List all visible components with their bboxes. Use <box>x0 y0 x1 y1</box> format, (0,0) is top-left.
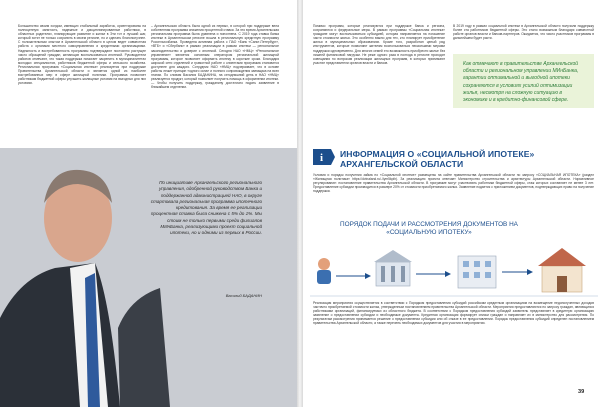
info-icon <box>312 147 336 167</box>
callout-text: Как отмечают в правительстве Архангельской области и региональном управлении МИнБанка, гарантии оптимальной и выгодной ипотеки сохраняются в условиях усилий оптимизации жилья, несмотря на сложную ситуацию в экономике и в кредитно-финансовой сфере. <box>463 61 579 104</box>
info-title: ИНФОРМАЦИЯ О «СОЦИАЛЬНОЙ ИПОТЕКЕ» АРХАНГЕЛЬСКОЙ ОБЛАСТИ <box>340 149 535 169</box>
right-page-column-1: Помимо программ, которые реализуются при поддержке банка и региона, сохраняются и федеральные меры. В рамках программы «Социальная ипотека» граждане могут воспользоваться субсидией, которая направляется на погашение части стоимости жилья. Это особенно важно для тех, кто планирует приобретение жилья в муниципальных образованиях. Кроме того, разработан целый ряд инструментов, которые позволяют жителям воспользоваться несколькими мерами поддержки одновременно. Для многих семей это возможность приобрести жилье без лишней финансовой нагрузки. Не реже одного раза в полгода в регионе проходят совещания по вопросам реализации жилищных программ, в которых принимают участие представители органов власти и банков. <box>313 24 445 65</box>
flow-step-citizen-icon <box>317 258 331 284</box>
right-page-column-2: В 2019 году в рамках социальной ипотеки в Архангельской области получили поддержку более ста работников бюджетной сферы. Это стало возможным благодаря совместной работе органов власти и банков-партнеров. Ожидается, что число участников программы в дальнейшем будет расти. <box>453 24 594 41</box>
page-gutter <box>297 0 303 407</box>
left-page-column-1: Большинство своим холдом, имеющих стабильный заработок, ориентированы на полноценную занятость, надежные и дисциплинированные работники, в областных родителях, планирующие развитие и жилье в Эти тот и лучший шаг, который хотят не только сохранить в своем регионе, но и сделать благополучнее. С положительным опытом в Архангельской области в целом ведет совместная работа с органами местного самоуправления и кредитными организациями. Надежность и востребованность программы подтверждают постоянно растущее число обращений граждан, желающих воспользоваться ипотекой. Руководители районов отмечают, что такая поддержка помогает закрепить в муниципалитетах молодых специалистов, работников бюджетной сферы и сельского хозяйства. Региональная программа «Социальная ипотека» реализуется при поддержке Правительства Архангельской области и является одной из наиболее востребованных мер в сфере жилищной политики. Программа позволяет работникам бюджетной сферы улучшить жилищные условия на выгодных для них условиях. <box>18 24 146 86</box>
flow-step-ministry-icon <box>458 256 496 288</box>
page-number: 39 <box>578 389 585 395</box>
highlight-callout <box>453 54 594 108</box>
quote-author: Василий БАДАНИН <box>225 293 262 298</box>
flow-step-house-icon <box>538 248 586 292</box>
bottom-text: Реализация мероприятия осуществляется в соответствии с Порядком предоставления субсидий российским кредитным организациям на возмещение недополученных доходов частично приобретаемой стоимости жилья, утвержденным постановлением правительства Архангельской области. Мероприятия предоставляются по запросу граждан, являющихся работниками организаций, финансируемых из областного бюджета. В соответствии с Порядком предоставления субсидий заявитель представляет в кредитную организацию заявление о предоставлении субсидии и необходимые документы. Кредитная организация формирует списки граждан и направляет их в министерство для рассмотрения. По результатам рассмотрения принимается решение о предоставлении субсидии или об отказе в ее предоставлении. Порядок предоставления субсидий определен постановлением правительства Архангельской области, а также перечень необходимых документов для участия в мероприятии. <box>313 301 594 326</box>
flow-step-bank-icon <box>374 250 412 286</box>
info-body: Условия и порядок получения займа по «Социальной ипотеке» размещены на сайте правительства Архангельской области по запросу «СОЦИАЛЬНАЯ ИПОТЕКА» (раздел «Жилищная политика» https://dvinaland.ru/-/lym5kpih). За реализацию проекта отвечает Министерство строительства и архитектуры Архангельской области. Нормативное регулирование: постановление правительства Архангельской области. В программе могут участвовать работники бюджетной сферы, стаж которых составляет не менее 3 лет. Предоставление субсидии производится в размере 20% от стоимости приобретаемого жилья. Заявление подается с приложением документов, подтверждающих право на получение поддержки. <box>313 173 594 194</box>
process-flow-diagram <box>310 242 598 298</box>
left-page-column-2: – Архангельская область была одной из первых, в которой при поддержке вела собственная программа снижения процентной ставки. За это время Архангельская региональная программа была уравнена и пополнена. С 2019 года ставка банка ипотеки в Архангельском регионе вошла в региональную кредитную программу Россельхозбанка. Проведена активная работа с ПАО «Банк «Санкт-Петербург», «ВТБ» и «Сбербанк» в рамках реализации в рамках ипотеки — региональное законодательство и доверие с ипотекой. Сегодня НАО «НМЦ» «Региональное управление» является основным оператором региональной жилищной программы, которое позволяет оформить ипотеку в короткие сроки. Благодаря широкой сети отделений и грамотной работе с клиентами программа становится доступнее для каждого. Сотрудник НАО «НМЦ» подчеркивает, что в основе работы лежит принцип «одного окна» и полного сопровождения заемщика на всех этапах. По словам Василия БАДАНИНА, на сегодняшний день в НАО «НМЦ» реализуется продукт, который позволяет получить помощь в оформлении ипотеки. — Чтобы получить поддержку, гражданину достаточно подать заявление в ближайшем отделении. <box>151 24 279 90</box>
pull-quote: По инициативе Архангельского регионального управления, одобренной руководством Банка и поддержанной администрацией НАО, в округе стартовала региональная программа ипотечного кредитования. За время ее реализации процентная ставка была снижена с 5% до 1%. Мы стоим не только первыми среди филиалов МИнБанка, реализующими проект социальной ипотеки, но и одними из первых в России. <box>150 180 262 236</box>
flow-title: ПОРЯДОК ПОДАЧИ И РАССМОТРЕНИЯ ДОКУМЕНТОВ НА «СОЦИАЛЬНУЮ ИПОТЕКУ» <box>340 221 518 236</box>
svg-text:i: i <box>320 152 324 164</box>
